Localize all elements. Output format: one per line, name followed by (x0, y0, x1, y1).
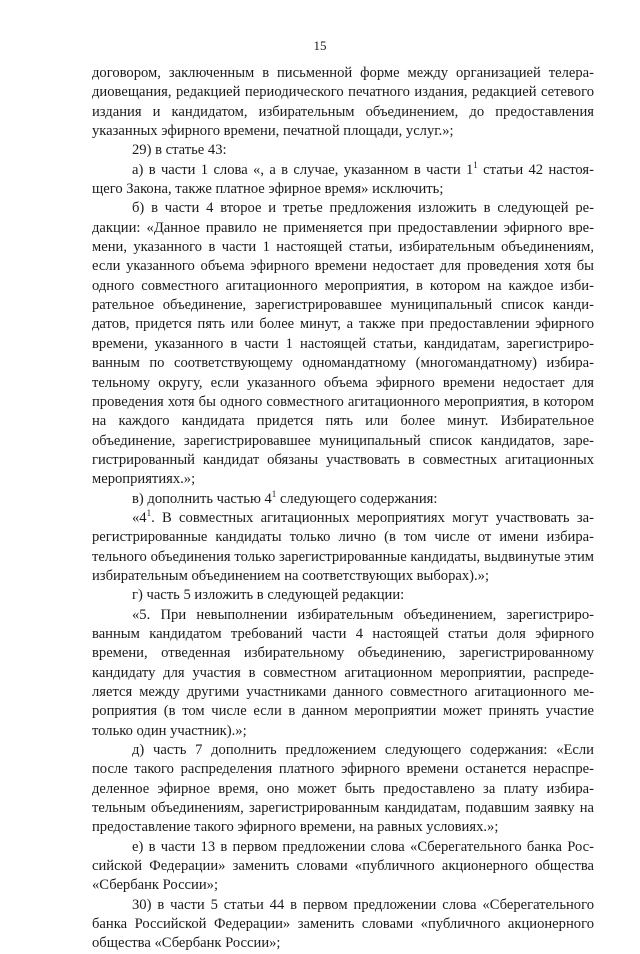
paragraph-p10 (92, 838, 594, 896)
page-number: 15 (313, 38, 327, 53)
paragraph-p11 (92, 896, 594, 954)
superscript: 1 (473, 159, 478, 170)
paragraph-text: 30) в части 5 статьи 44 в первом предложении слова «Сберегательного банка Российской Федерации» заменить словами «публичного акционерного общества «Сбербанк России»; (92, 896, 594, 952)
document-body (92, 64, 594, 954)
paragraph-text: . В совместных агитационных мероприятиях могут участвовать зарегистрированные кандидаты только лично (в том числе от имени избирательного объединения только зарегистрированные кандидаты, выдвинутые этим избирательным объединением на соответствующих выборах).»; (92, 509, 594, 584)
paragraph-text: договором, заключенным в письменной форме между организацией телерадиовещания, редакцией периодического печатного издания, редакцией сетевого издания и кандидатом, избирательным объединением, до предоставления указанных эфирного времени, печатной площади, услуг.»; (92, 65, 594, 140)
paragraph-text: следующего содержания: (276, 490, 438, 507)
paragraph-p7 (92, 586, 594, 605)
paragraph-text: б) в части 4 второе и третье предложения изложить в следующей редакции: «Данное правило не применяется при предоставлении эфирного времени, указанного в части 1 настоящей статьи, избирательным объединениям, если указанного объема эфирного времени недостает для проведения хотя бы одного совместного агитационного мероприятия, в котором на каждое избирательное объединение, зарегистрировавшее муниципальный список кандидатов, придется пять или более минут, а также при предоставлении эфирного времени, указанного в части 1 настоящей статьи, кандидатам, зарегистрированным по соответствующему одномандатному (многомандатному) избирательному округу, если указанного объема эфирного времени недостает для проведения хотя бы одного совместного агитационного мероприятия, в котором на каждого кандидата придется пять или более минут. Избирательное объединение, зарегистрировавшее муниципальный список кандидатов, зарегистрированный кандидат обязаны участвовать в совместных агитационных мероприятиях.»; (92, 200, 594, 488)
paragraph-p5 (92, 490, 594, 509)
paragraph-text: е) в части 13 в первом предложении слова «Сберегательного банка Российской Федерации» заменить словами «публичного акционерного общества «Сбербанк России»; (92, 838, 594, 894)
paragraph-p4 (92, 199, 594, 489)
paragraph-p2 (92, 141, 594, 160)
paragraph-text: д) часть 7 дополнить предложением следующего содержания: «Если после такого распределения платного эфирного времени останется нераспределенное эфирное время, оно может быть предоставлено за плату избирательным объединениям, зарегистрированным кандидатам, подавшим заявку на предоставление такого эфирного времени, на равных условиях.»; (92, 742, 594, 836)
paragraph-text: а) в части 1 слова «, а в случае, указанном в части 1 (132, 161, 474, 178)
superscript: 1 (271, 488, 277, 499)
superscript: 1 (146, 507, 152, 518)
paragraph-text: г) часть 5 изложить в следующей редакции: (132, 587, 405, 604)
paragraph-p9 (92, 741, 594, 838)
paragraph-text: «5. При невыполнении избирательным объединением, зарегистрированным кандидатом требований части 4 настоящей статьи доля эфирного времени, отведенная избирательному объединению, зарегистрированному кандидату для участия в совместном агитационном мероприятии, распределяется между другими участниками данного совместного агитационного мероприятия (в том числе если в данном мероприятии может принять участие только один участник).»; (92, 606, 594, 739)
paragraph-p1 (92, 64, 594, 141)
paragraph-p8 (92, 606, 594, 741)
paragraph-text: 29) в статье 43: (132, 142, 227, 159)
paragraph-p6 (92, 509, 594, 586)
paragraph-text: в) дополнить частью 4 (132, 490, 272, 507)
paragraph-text: статьи 42 настоящего Закона, также платное эфирное время» исключить; (92, 161, 594, 198)
paragraph-p3 (92, 161, 594, 200)
paragraph-text: «4 (132, 509, 147, 526)
